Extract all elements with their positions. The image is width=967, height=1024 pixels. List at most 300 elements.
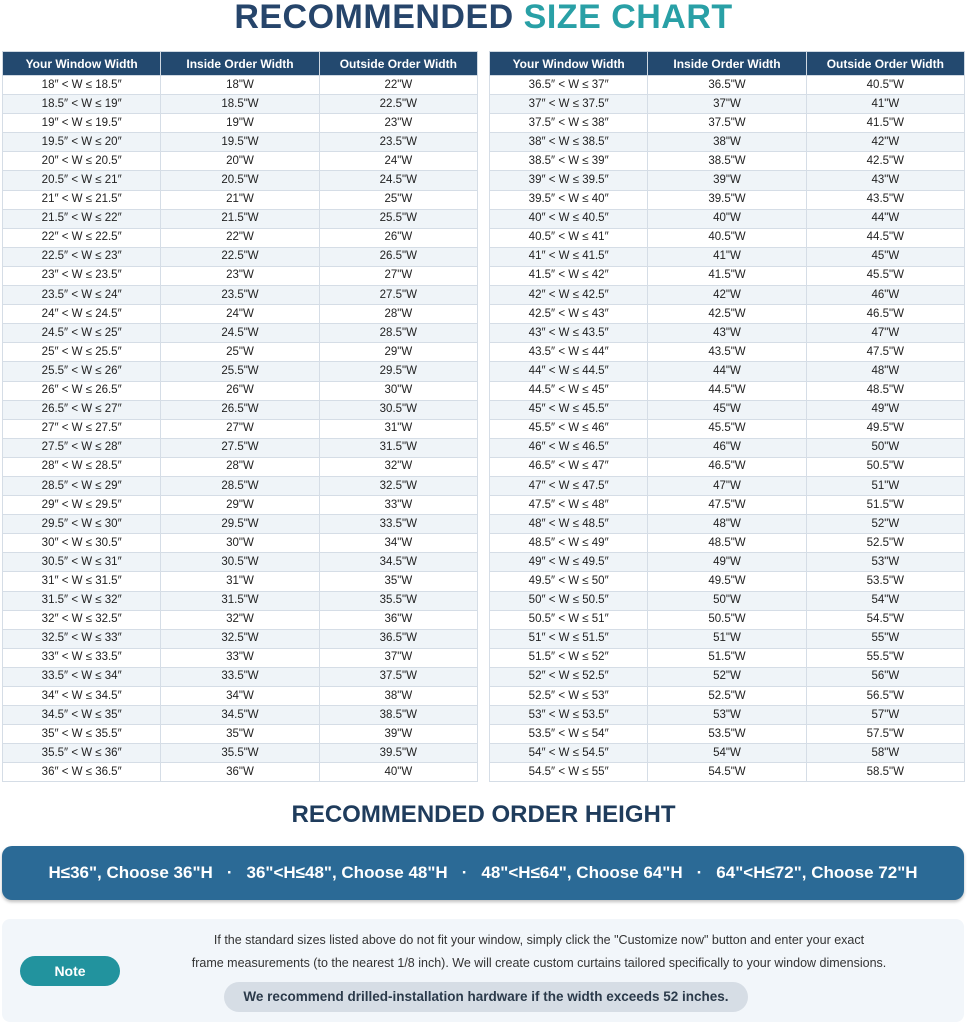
- title-part-size-chart: SIZE CHART: [523, 0, 733, 36]
- table-row: [490, 114, 965, 133]
- window-width-cell: 46.5″ < W ≤ 47″: [490, 457, 648, 476]
- window-width-cell: 51″ < W ≤ 51.5″: [490, 629, 648, 648]
- outside-order-width-cell: 55.5"W: [806, 648, 964, 667]
- window-width-cell: 31″ < W ≤ 31.5″: [3, 572, 161, 591]
- outside-order-width-cell: 23"W: [319, 114, 477, 133]
- table-row: [490, 305, 965, 324]
- table-row: [490, 629, 965, 648]
- order-height-bar: [2, 846, 964, 900]
- window-width-cell: 45.5″ < W ≤ 46″: [490, 419, 648, 438]
- outside-order-width-cell: 56.5"W: [806, 687, 964, 706]
- window-width-cell: 24″ < W ≤ 24.5″: [3, 305, 161, 324]
- window-width-cell: 23″ < W ≤ 23.5″: [3, 266, 161, 285]
- inside-order-width-cell: 26.5"W: [161, 400, 319, 419]
- window-width-cell: 24.5″ < W ≤ 25″: [3, 324, 161, 343]
- table-row: [490, 228, 965, 247]
- window-width-cell: 43″ < W ≤ 43.5″: [490, 324, 648, 343]
- window-width-cell: 48.5″ < W ≤ 49″: [490, 534, 648, 553]
- inside-order-width-cell: 31.5"W: [161, 591, 319, 610]
- table-row: [490, 457, 965, 476]
- table-row: [3, 629, 478, 648]
- table-row: [490, 496, 965, 515]
- inside-order-width-cell: 36"W: [161, 763, 319, 782]
- inside-order-width-cell: 30.5"W: [161, 553, 319, 572]
- window-width-cell: 39.5″ < W ≤ 40″: [490, 190, 648, 209]
- inside-order-width-cell: 41"W: [648, 247, 806, 266]
- outside-order-width-cell: 53"W: [806, 553, 964, 572]
- title-part-recommended: RECOMMENDED: [234, 0, 514, 36]
- outside-order-width-cell: 39"W: [319, 725, 477, 744]
- outside-order-width-cell: 44"W: [806, 209, 964, 228]
- outside-order-width-cell: 54"W: [806, 591, 964, 610]
- outside-order-width-cell: 38"W: [319, 687, 477, 706]
- window-width-cell: 50″ < W ≤ 50.5″: [490, 591, 648, 610]
- inside-order-width-cell: 33"W: [161, 648, 319, 667]
- outside-order-width-cell: 22"W: [319, 76, 477, 95]
- window-width-cell: 18″ < W ≤ 18.5″: [3, 76, 161, 95]
- inside-order-width-cell: 37.5"W: [648, 114, 806, 133]
- table-row: [3, 76, 478, 95]
- table-row: [490, 706, 965, 725]
- window-width-cell: 50.5″ < W ≤ 51″: [490, 610, 648, 629]
- inside-order-width-cell: 48.5"W: [648, 534, 806, 553]
- table-row: [3, 591, 478, 610]
- table-row: [3, 95, 478, 114]
- window-width-cell: 29″ < W ≤ 29.5″: [3, 496, 161, 515]
- window-width-cell: 26.5″ < W ≤ 27″: [3, 400, 161, 419]
- header-outside-order-width: Outside Order Width: [319, 52, 477, 76]
- table-row: [490, 744, 965, 763]
- inside-order-width-cell: 43"W: [648, 324, 806, 343]
- outside-order-width-cell: 31.5"W: [319, 438, 477, 457]
- window-width-cell: 42″ < W ≤ 42.5″: [490, 286, 648, 305]
- inside-order-width-cell: 40.5"W: [648, 228, 806, 247]
- window-width-cell: 41″ < W ≤ 41.5″: [490, 247, 648, 266]
- inside-order-width-cell: 33.5"W: [161, 667, 319, 686]
- header-window-width: Your Window Width: [3, 52, 161, 76]
- outside-order-width-cell: 49.5"W: [806, 419, 964, 438]
- table-row: [3, 706, 478, 725]
- outside-order-width-cell: 49"W: [806, 400, 964, 419]
- table-row: [3, 305, 478, 324]
- window-width-cell: 20″ < W ≤ 20.5″: [3, 152, 161, 171]
- inside-order-width-cell: 27.5"W: [161, 438, 319, 457]
- table-row: [490, 76, 965, 95]
- inside-order-width-cell: 52"W: [648, 667, 806, 686]
- outside-order-width-cell: 27"W: [319, 266, 477, 285]
- window-width-cell: 39″ < W ≤ 39.5″: [490, 171, 648, 190]
- table-row: [490, 400, 965, 419]
- table-row: [490, 286, 965, 305]
- window-width-cell: 23.5″ < W ≤ 24″: [3, 286, 161, 305]
- inside-order-width-cell: 51.5"W: [648, 648, 806, 667]
- table-row: [490, 610, 965, 629]
- table-row: [490, 266, 965, 285]
- inside-order-width-cell: 28.5"W: [161, 476, 319, 495]
- window-width-cell: 34″ < W ≤ 34.5″: [3, 687, 161, 706]
- window-width-cell: 38″ < W ≤ 38.5″: [490, 133, 648, 152]
- table-row: [3, 400, 478, 419]
- inside-order-width-cell: 28"W: [161, 457, 319, 476]
- table-row: [3, 171, 478, 190]
- inside-order-width-cell: 43.5"W: [648, 343, 806, 362]
- window-width-cell: 44.5″ < W ≤ 45″: [490, 381, 648, 400]
- table-row: [3, 648, 478, 667]
- inside-order-width-cell: 54"W: [648, 744, 806, 763]
- window-width-cell: 20.5″ < W ≤ 21″: [3, 171, 161, 190]
- table-row: [3, 266, 478, 285]
- table-header-row: [490, 52, 965, 76]
- outside-order-width-cell: 58"W: [806, 744, 964, 763]
- inside-order-width-cell: 23"W: [161, 266, 319, 285]
- table-row: [490, 476, 965, 495]
- height-option-36: H≤36", Choose 36"H: [48, 863, 213, 882]
- table-row: [490, 534, 965, 553]
- inside-order-width-cell: 35.5"W: [161, 744, 319, 763]
- table-row: [3, 247, 478, 266]
- height-separator: ·: [696, 863, 703, 882]
- outside-order-width-cell: 28"W: [319, 305, 477, 324]
- height-option-72: 64"<H≤72", Choose 72"H: [716, 863, 918, 882]
- outside-order-width-cell: 34.5"W: [319, 553, 477, 572]
- table-row: [3, 114, 478, 133]
- outside-order-width-cell: 52"W: [806, 515, 964, 534]
- window-width-cell: 30.5″ < W ≤ 31″: [3, 553, 161, 572]
- inside-order-width-cell: 49.5"W: [648, 572, 806, 591]
- window-width-cell: 48″ < W ≤ 48.5″: [490, 515, 648, 534]
- outside-order-width-cell: 32"W: [319, 457, 477, 476]
- inside-order-width-cell: 19"W: [161, 114, 319, 133]
- outside-order-width-cell: 47.5"W: [806, 343, 964, 362]
- table-row: [490, 515, 965, 534]
- height-separator: ·: [226, 863, 233, 882]
- inside-order-width-cell: 22.5"W: [161, 247, 319, 266]
- outside-order-width-cell: 46.5"W: [806, 305, 964, 324]
- inside-order-width-cell: 32.5"W: [161, 629, 319, 648]
- outside-order-width-cell: 48.5"W: [806, 381, 964, 400]
- table-row: [490, 362, 965, 381]
- outside-order-width-cell: 44.5"W: [806, 228, 964, 247]
- inside-order-width-cell: 20.5"W: [161, 171, 319, 190]
- table-row: [3, 515, 478, 534]
- outside-order-width-cell: 37.5"W: [319, 667, 477, 686]
- outside-order-width-cell: 46"W: [806, 286, 964, 305]
- page-title: [0, 0, 967, 36]
- window-width-cell: 51.5″ < W ≤ 52″: [490, 648, 648, 667]
- outside-order-width-cell: 26"W: [319, 228, 477, 247]
- window-width-cell: 46″ < W ≤ 46.5″: [490, 438, 648, 457]
- window-width-cell: 18.5″ < W ≤ 19″: [3, 95, 161, 114]
- window-width-cell: 21″ < W ≤ 21.5″: [3, 190, 161, 209]
- inside-order-width-cell: 19.5"W: [161, 133, 319, 152]
- window-width-cell: 29.5″ < W ≤ 30″: [3, 515, 161, 534]
- outside-order-width-cell: 51"W: [806, 476, 964, 495]
- outside-order-width-cell: 45"W: [806, 247, 964, 266]
- window-width-cell: 30″ < W ≤ 30.5″: [3, 534, 161, 553]
- table-row: [3, 610, 478, 629]
- inside-order-width-cell: 25.5"W: [161, 362, 319, 381]
- table-row: [490, 725, 965, 744]
- inside-order-width-cell: 27"W: [161, 419, 319, 438]
- table-row: [490, 572, 965, 591]
- table-row: [3, 228, 478, 247]
- inside-order-width-cell: 23.5"W: [161, 286, 319, 305]
- inside-order-width-cell: 24.5"W: [161, 324, 319, 343]
- inside-order-width-cell: 41.5"W: [648, 266, 806, 285]
- outside-order-width-cell: 55"W: [806, 629, 964, 648]
- outside-order-width-cell: 48"W: [806, 362, 964, 381]
- outside-order-width-cell: 32.5"W: [319, 476, 477, 495]
- outside-order-width-cell: 45.5"W: [806, 266, 964, 285]
- table-row: [490, 438, 965, 457]
- outside-order-width-cell: 43"W: [806, 171, 964, 190]
- window-width-cell: 42.5″ < W ≤ 43″: [490, 305, 648, 324]
- inside-order-width-cell: 53"W: [648, 706, 806, 725]
- table-row: [490, 591, 965, 610]
- outside-order-width-cell: 51.5"W: [806, 496, 964, 515]
- window-width-cell: 33″ < W ≤ 33.5″: [3, 648, 161, 667]
- table-row: [490, 190, 965, 209]
- note-badge: Note: [20, 956, 120, 986]
- outside-order-width-cell: 54.5"W: [806, 610, 964, 629]
- inside-order-width-cell: 46"W: [648, 438, 806, 457]
- outside-order-width-cell: 22.5"W: [319, 95, 477, 114]
- window-width-cell: 25″ < W ≤ 25.5″: [3, 343, 161, 362]
- drilled-installation-notice: We recommend drilled-installation hardware if the width exceeds 52 inches.: [224, 982, 748, 1012]
- outside-order-width-cell: 39.5"W: [319, 744, 477, 763]
- note-text-line-2: frame measurements (to the nearest 1/8 inch). We will create custom curtains tailored specifically to your window dimensions.: [191, 956, 887, 970]
- inside-order-width-cell: 31"W: [161, 572, 319, 591]
- table-row: [3, 553, 478, 572]
- outside-order-width-cell: 28.5"W: [319, 324, 477, 343]
- table-row: [3, 381, 478, 400]
- outside-order-width-cell: 47"W: [806, 324, 964, 343]
- inside-order-width-cell: 32"W: [161, 610, 319, 629]
- inside-order-width-cell: 46.5"W: [648, 457, 806, 476]
- inside-order-width-cell: 20"W: [161, 152, 319, 171]
- table-row: [490, 553, 965, 572]
- inside-order-width-cell: 53.5"W: [648, 725, 806, 744]
- window-width-cell: 19.5″ < W ≤ 20″: [3, 133, 161, 152]
- window-width-cell: 34.5″ < W ≤ 35″: [3, 706, 161, 725]
- outside-order-width-cell: 25"W: [319, 190, 477, 209]
- size-chart-table-right: [489, 51, 965, 782]
- outside-order-width-cell: 33"W: [319, 496, 477, 515]
- inside-order-width-cell: 49"W: [648, 553, 806, 572]
- table-row: [490, 95, 965, 114]
- window-width-cell: 36.5″ < W ≤ 37″: [490, 76, 648, 95]
- table-row: [490, 687, 965, 706]
- table-row: [3, 476, 478, 495]
- table-row: [3, 419, 478, 438]
- window-width-cell: 33.5″ < W ≤ 34″: [3, 667, 161, 686]
- outside-order-width-cell: 43.5"W: [806, 190, 964, 209]
- table-row: [3, 572, 478, 591]
- table-row: [490, 133, 965, 152]
- inside-order-width-cell: 22"W: [161, 228, 319, 247]
- inside-order-width-cell: 34.5"W: [161, 706, 319, 725]
- header-inside-order-width: Inside Order Width: [161, 52, 319, 76]
- window-width-cell: 53.5″ < W ≤ 54″: [490, 725, 648, 744]
- outside-order-width-cell: 34"W: [319, 534, 477, 553]
- window-width-cell: 40″ < W ≤ 40.5″: [490, 209, 648, 228]
- inside-order-width-cell: 34"W: [161, 687, 319, 706]
- window-width-cell: 52.5″ < W ≤ 53″: [490, 687, 648, 706]
- table-row: [490, 419, 965, 438]
- window-width-cell: 19″ < W ≤ 19.5″: [3, 114, 161, 133]
- table-row: [490, 343, 965, 362]
- inside-order-width-cell: 37"W: [648, 95, 806, 114]
- outside-order-width-cell: 35"W: [319, 572, 477, 591]
- inside-order-width-cell: 50"W: [648, 591, 806, 610]
- inside-order-width-cell: 44"W: [648, 362, 806, 381]
- size-chart-table-left: [2, 51, 478, 782]
- note-text-line-1: If the standard sizes listed above do not fit your window, simply click the "Customize now" button and enter your exact: [213, 933, 865, 947]
- inside-order-width-cell: 29.5"W: [161, 515, 319, 534]
- table-row: [490, 152, 965, 171]
- inside-order-width-cell: 30"W: [161, 534, 319, 553]
- outside-order-width-cell: 37"W: [319, 648, 477, 667]
- window-width-cell: 47.5″ < W ≤ 48″: [490, 496, 648, 515]
- note-panel: [2, 919, 964, 1022]
- outside-order-width-cell: 41.5"W: [806, 114, 964, 133]
- outside-order-width-cell: 50"W: [806, 438, 964, 457]
- inside-order-width-cell: 40"W: [648, 209, 806, 228]
- table-row: [490, 247, 965, 266]
- outside-order-width-cell: 57.5"W: [806, 725, 964, 744]
- outside-order-width-cell: 57"W: [806, 706, 964, 725]
- table-row: [3, 362, 478, 381]
- inside-order-width-cell: 38.5"W: [648, 152, 806, 171]
- inside-order-width-cell: 50.5"W: [648, 610, 806, 629]
- table-row: [3, 457, 478, 476]
- table-row: [3, 343, 478, 362]
- window-width-cell: 52″ < W ≤ 52.5″: [490, 667, 648, 686]
- outside-order-width-cell: 50.5"W: [806, 457, 964, 476]
- window-width-cell: 37.5″ < W ≤ 38″: [490, 114, 648, 133]
- window-width-cell: 35.5″ < W ≤ 36″: [3, 744, 161, 763]
- table-row: [3, 209, 478, 228]
- inside-order-width-cell: 36.5"W: [648, 76, 806, 95]
- height-separator: ·: [461, 863, 468, 882]
- inside-order-width-cell: 54.5"W: [648, 763, 806, 782]
- table-row: [490, 209, 965, 228]
- header-outside-order-width: Outside Order Width: [806, 52, 964, 76]
- outside-order-width-cell: 31"W: [319, 419, 477, 438]
- table-row: [3, 190, 478, 209]
- outside-order-width-cell: 24.5"W: [319, 171, 477, 190]
- inside-order-width-cell: 45"W: [648, 400, 806, 419]
- table-row: [3, 438, 478, 457]
- window-width-cell: 37″ < W ≤ 37.5″: [490, 95, 648, 114]
- inside-order-width-cell: 25"W: [161, 343, 319, 362]
- window-width-cell: 35″ < W ≤ 35.5″: [3, 725, 161, 744]
- inside-order-width-cell: 21.5"W: [161, 209, 319, 228]
- window-width-cell: 27.5″ < W ≤ 28″: [3, 438, 161, 457]
- inside-order-width-cell: 38"W: [648, 133, 806, 152]
- outside-order-width-cell: 38.5"W: [319, 706, 477, 725]
- outside-order-width-cell: 30"W: [319, 381, 477, 400]
- outside-order-width-cell: 36.5"W: [319, 629, 477, 648]
- table-row: [490, 381, 965, 400]
- window-width-cell: 49″ < W ≤ 49.5″: [490, 553, 648, 572]
- inside-order-width-cell: 47.5"W: [648, 496, 806, 515]
- outside-order-width-cell: 26.5"W: [319, 247, 477, 266]
- inside-order-width-cell: 39.5"W: [648, 190, 806, 209]
- inside-order-width-cell: 39"W: [648, 171, 806, 190]
- window-width-cell: 41.5″ < W ≤ 42″: [490, 266, 648, 285]
- table-row: [3, 152, 478, 171]
- window-width-cell: 38.5″ < W ≤ 39″: [490, 152, 648, 171]
- outside-order-width-cell: 25.5"W: [319, 209, 477, 228]
- outside-order-width-cell: 41"W: [806, 95, 964, 114]
- window-width-cell: 22.5″ < W ≤ 23″: [3, 247, 161, 266]
- inside-order-width-cell: 18"W: [161, 76, 319, 95]
- table-row: [3, 725, 478, 744]
- inside-order-width-cell: 35"W: [161, 725, 319, 744]
- inside-order-width-cell: 21"W: [161, 190, 319, 209]
- inside-order-width-cell: 42"W: [648, 286, 806, 305]
- window-width-cell: 32.5″ < W ≤ 33″: [3, 629, 161, 648]
- inside-order-width-cell: 44.5"W: [648, 381, 806, 400]
- inside-order-width-cell: 51"W: [648, 629, 806, 648]
- table-row: [490, 763, 965, 782]
- header-window-width: Your Window Width: [490, 52, 648, 76]
- window-width-cell: 45″ < W ≤ 45.5″: [490, 400, 648, 419]
- inside-order-width-cell: 45.5"W: [648, 419, 806, 438]
- window-width-cell: 32″ < W ≤ 32.5″: [3, 610, 161, 629]
- outside-order-width-cell: 36"W: [319, 610, 477, 629]
- outside-order-width-cell: 40.5"W: [806, 76, 964, 95]
- window-width-cell: 21.5″ < W ≤ 22″: [3, 209, 161, 228]
- table-row: [3, 133, 478, 152]
- outside-order-width-cell: 56"W: [806, 667, 964, 686]
- window-width-cell: 36″ < W ≤ 36.5″: [3, 763, 161, 782]
- inside-order-width-cell: 29"W: [161, 496, 319, 515]
- inside-order-width-cell: 26"W: [161, 381, 319, 400]
- inside-order-width-cell: 42.5"W: [648, 305, 806, 324]
- window-width-cell: 53″ < W ≤ 53.5″: [490, 706, 648, 725]
- outside-order-width-cell: 42.5"W: [806, 152, 964, 171]
- inside-order-width-cell: 47"W: [648, 476, 806, 495]
- outside-order-width-cell: 30.5"W: [319, 400, 477, 419]
- window-width-cell: 28.5″ < W ≤ 29″: [3, 476, 161, 495]
- window-width-cell: 47″ < W ≤ 47.5″: [490, 476, 648, 495]
- outside-order-width-cell: 23.5"W: [319, 133, 477, 152]
- table-row: [3, 687, 478, 706]
- window-width-cell: 31.5″ < W ≤ 32″: [3, 591, 161, 610]
- window-width-cell: 40.5″ < W ≤ 41″: [490, 228, 648, 247]
- outside-order-width-cell: 24"W: [319, 152, 477, 171]
- height-option-64: 48"<H≤64", Choose 64"H: [481, 863, 683, 882]
- outside-order-width-cell: 35.5"W: [319, 591, 477, 610]
- table-row: [3, 534, 478, 553]
- outside-order-width-cell: 27.5"W: [319, 286, 477, 305]
- outside-order-width-cell: 33.5"W: [319, 515, 477, 534]
- outside-order-width-cell: 29"W: [319, 343, 477, 362]
- table-row: [3, 667, 478, 686]
- window-width-cell: 49.5″ < W ≤ 50″: [490, 572, 648, 591]
- table-row: [490, 324, 965, 343]
- window-width-cell: 43.5″ < W ≤ 44″: [490, 343, 648, 362]
- table-row: [3, 324, 478, 343]
- window-width-cell: 26″ < W ≤ 26.5″: [3, 381, 161, 400]
- outside-order-width-cell: 40"W: [319, 763, 477, 782]
- outside-order-width-cell: 58.5"W: [806, 763, 964, 782]
- table-row: [3, 496, 478, 515]
- table-row: [3, 744, 478, 763]
- table-row: [490, 667, 965, 686]
